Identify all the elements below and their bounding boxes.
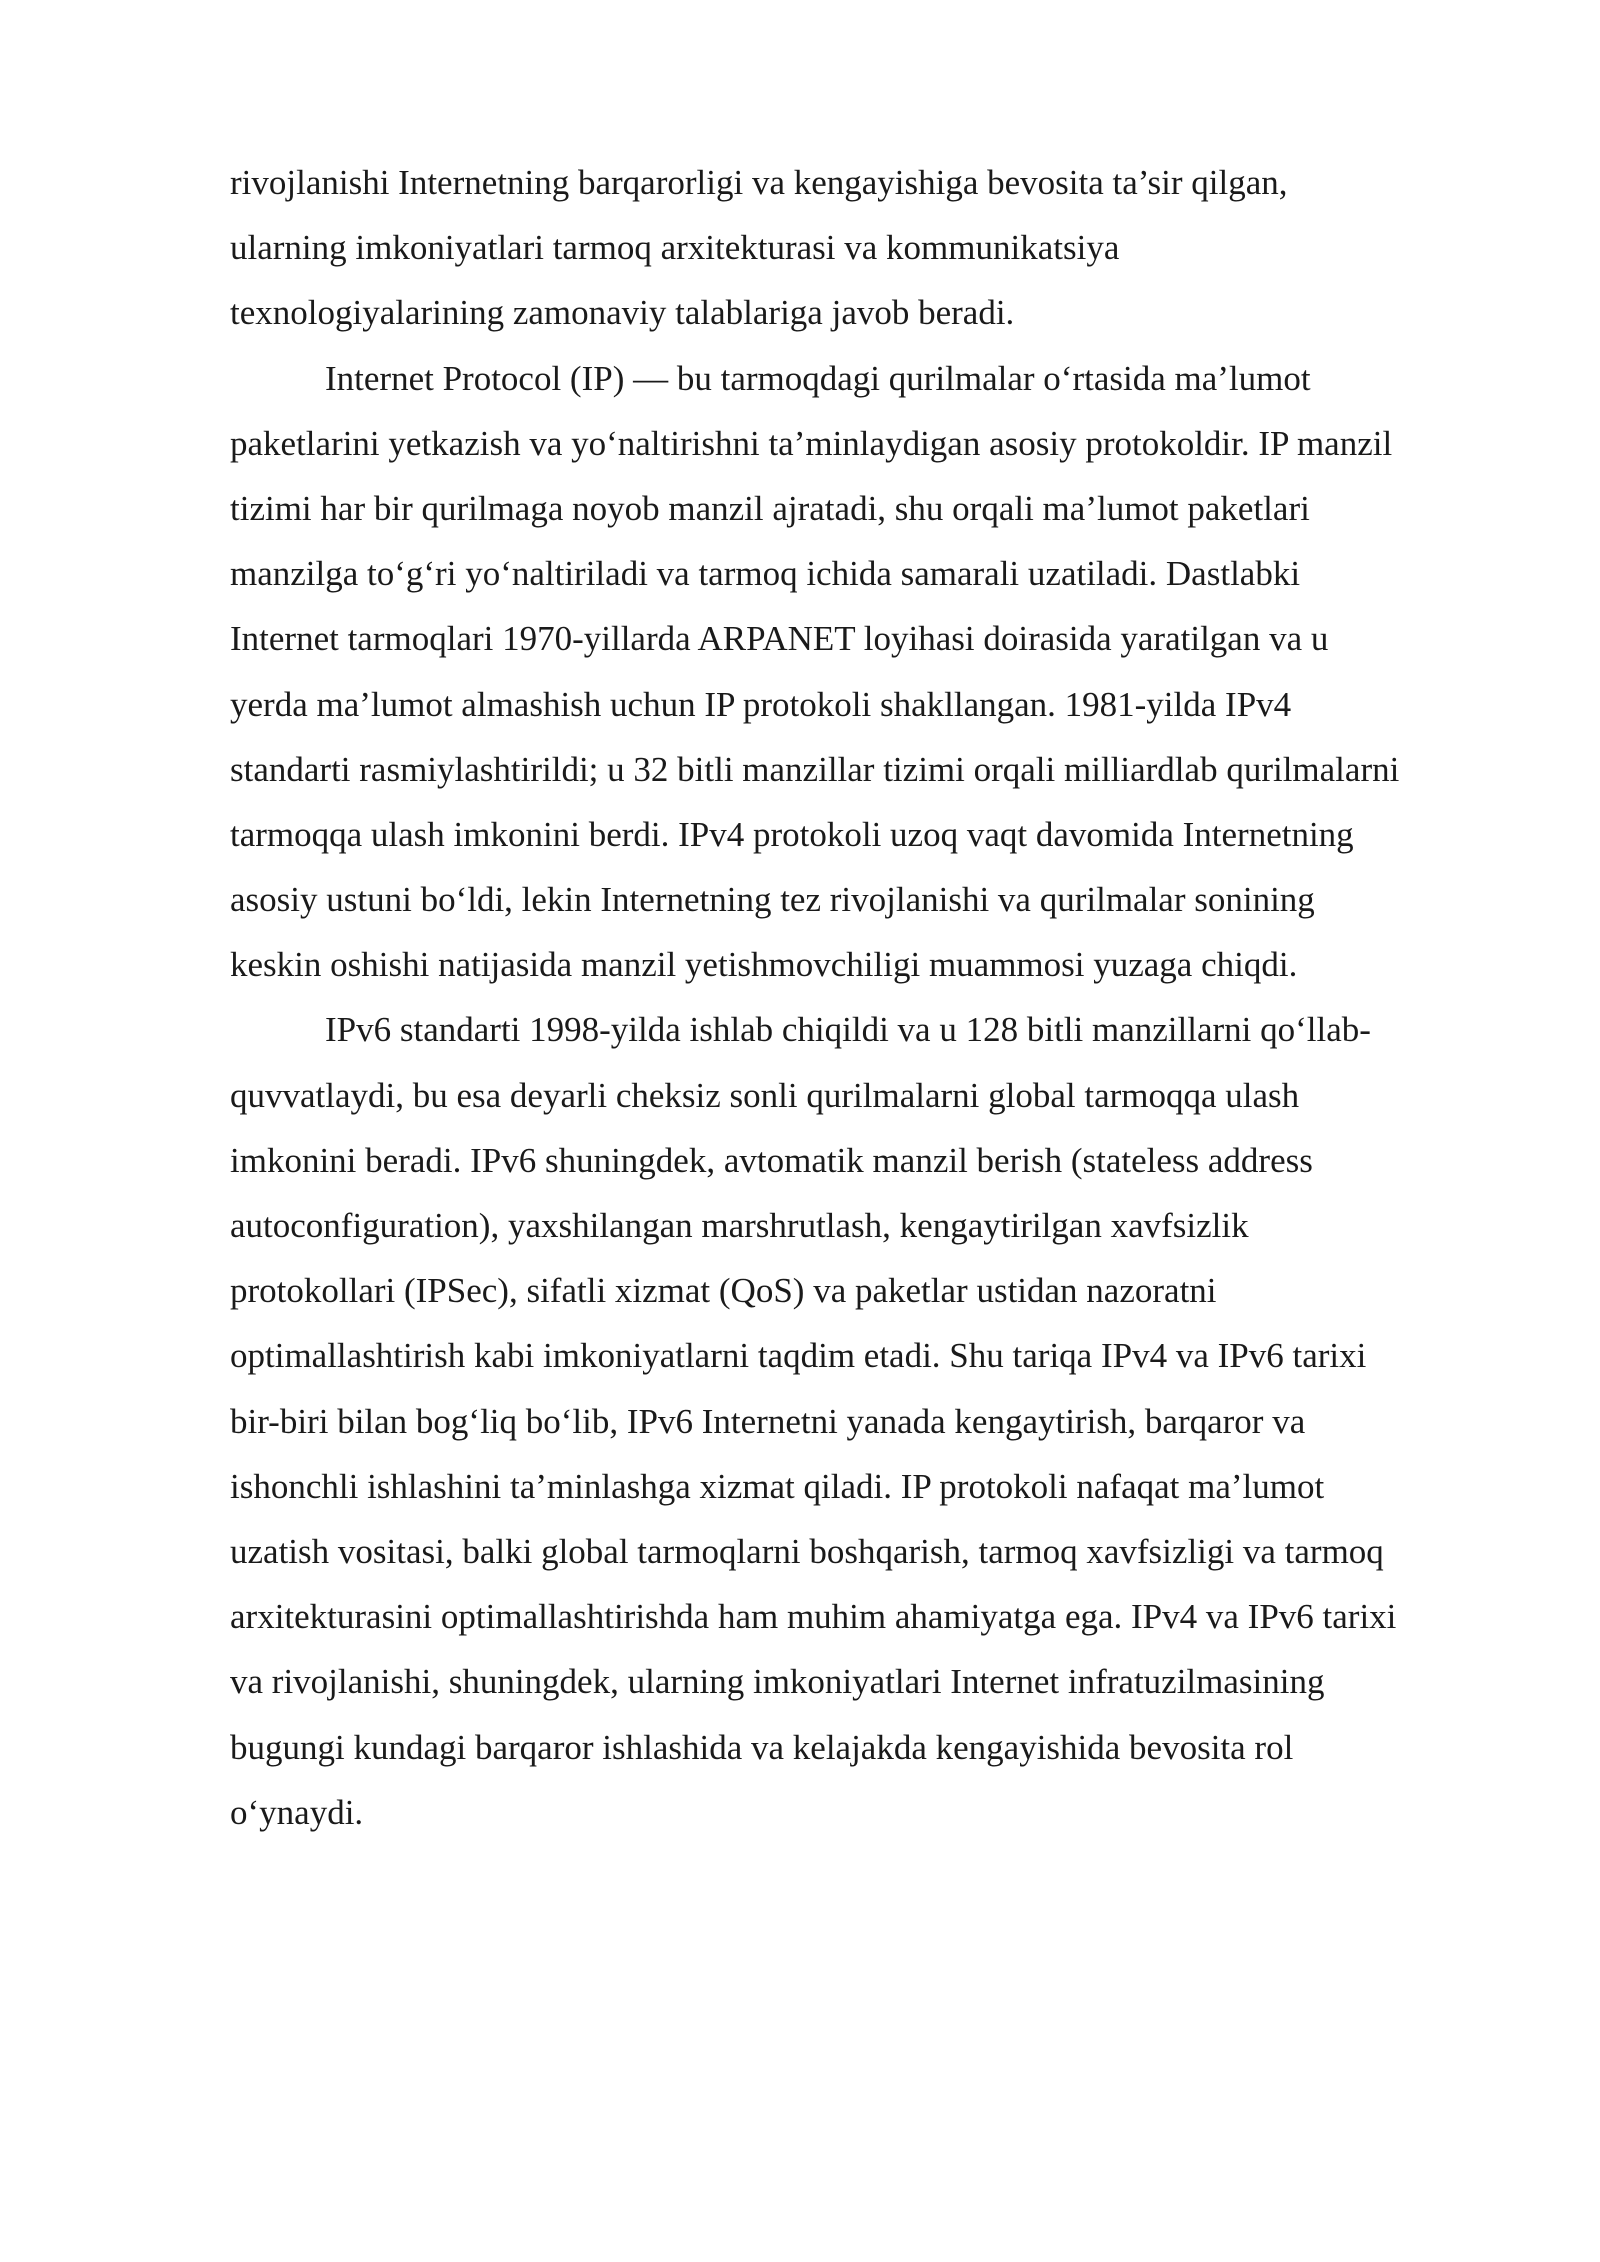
text-line: keskin oshishi natijasida manzil yetishmovchiligi muammosi yuzaga chiqdi. bbox=[230, 945, 1298, 985]
text-line: optimallashtirish kabi imkoniyatlarni taqdim etadi. Shu tariqa IPv4 va IPv6 tarixi bbox=[230, 1336, 1367, 1376]
text-line: paketlarini yetkazish va yo‘naltirishni ta’minlaydigan asosiy protokoldir. IP manzil bbox=[230, 423, 1393, 463]
text-line: texnologiyalarining zamonaviy talablariga javob beradi. bbox=[230, 293, 1015, 333]
text-line: tizimi har bir qurilmaga noyob manzil ajratadi, shu orqali ma’lumot paketlari bbox=[230, 488, 1310, 528]
text-line: uzatish vositasi, balki global tarmoqlarni boshqarish, tarmoq xavfsizligi va tarmoq bbox=[230, 1531, 1384, 1571]
text-line: protokollari (IPSec), sifatli xizmat (QoS) va paketlar ustidan nazoratni bbox=[230, 1271, 1217, 1311]
text-line: o‘ynaydi. bbox=[230, 1792, 364, 1832]
text-line: asosiy ustuni bo‘ldi, lekin Internetning tez rivojlanishi va qurilmalar sonining bbox=[230, 880, 1315, 920]
text-line: quvvatlaydi, bu esa deyarli cheksiz sonli qurilmalarni global tarmoqqa ulash bbox=[230, 1075, 1300, 1115]
text-line: imkonini beradi. IPv6 shuningdek, avtomatik manzil berish (stateless address bbox=[230, 1140, 1313, 1180]
text-line: va rivojlanishi, shuningdek, ularning imkoniyatlari Internet infratuzilmasining bbox=[230, 1662, 1325, 1702]
text-line: manzilga to‘g‘ri yo‘naltiriladi va tarmoq ichida samarali uzatiladi. Dastlabki bbox=[230, 554, 1301, 594]
text-line: ishonchli ishlashini ta’minlashga xizmat qiladi. IP protokoli nafaqat ma’lumot bbox=[230, 1466, 1325, 1506]
body-text bbox=[230, 150, 1500, 1845]
text-line: arxitekturasini optimallashtirishda ham muhim ahamiyatga ega. IPv4 va IPv6 tarixi bbox=[230, 1597, 1397, 1637]
text-line: bugungi kundagi barqaror ishlashida va kelajakda kengayishida bevosita rol bbox=[230, 1727, 1294, 1767]
text-line: tarmoqqa ulash imkonini berdi. IPv4 protokoli uzoq vaqt davomida Internetning bbox=[230, 814, 1354, 854]
paragraph-first-line: IPv6 standarti 1998-yilda ishlab chiqildi va u 128 bitli manzillarni qo‘llab- bbox=[325, 1010, 1371, 1050]
paragraph-first-line: Internet Protocol (IP) — bu tarmoqdagi qurilmalar o‘rtasida ma’lumot bbox=[325, 358, 1311, 398]
text-line: rivojlanishi Internetning barqarorligi va kengayishiga bevosita ta’sir qilgan, bbox=[230, 163, 1288, 202]
text-line: bir-biri bilan bog‘liq bo‘lib, IPv6 Internetni yanada kengaytirish, barqaror va bbox=[230, 1401, 1306, 1441]
text-line: Internet tarmoqlari 1970-yillarda ARPANET loyihasi doirasida yaratilgan va u bbox=[230, 619, 1329, 659]
text-line: standarti rasmiylashtirildi; u 32 bitli manzillar tizimi orqali milliardlab qurilmalarni bbox=[230, 749, 1400, 789]
text-line: yerda ma’lumot almashish uchun IP protokoli shakllangan. 1981-yilda IPv4 bbox=[230, 684, 1292, 724]
text-line: autoconfiguration), yaxshilangan marshrutlash, kengaytirilgan xavfsizlik bbox=[230, 1206, 1249, 1245]
text-line: ularning imkoniyatlari tarmoq arxitekturasi va kommunikatsiya bbox=[230, 228, 1120, 268]
